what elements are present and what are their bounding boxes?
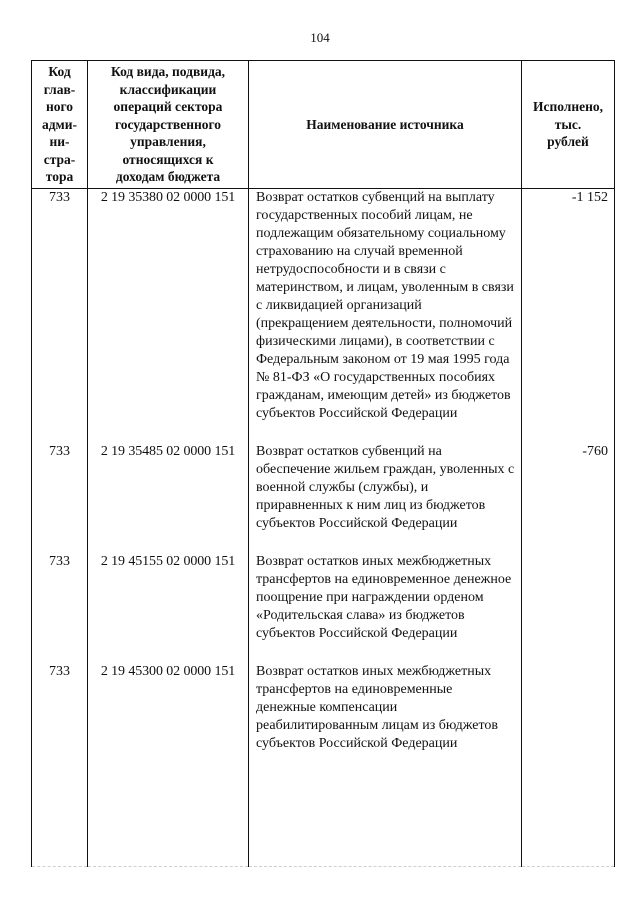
header-source-name: Наименование источника [249, 61, 522, 189]
table-end-cell [522, 865, 615, 867]
table-end-row [32, 865, 615, 867]
header-amount: Исполнено, тыс. рублей [522, 61, 615, 189]
admin-code-cell: 733 [32, 443, 88, 553]
amount-cell: -1 152 [522, 188, 615, 443]
page-number: 104 [310, 30, 330, 45]
table-end-cell [249, 865, 522, 867]
amount-cell [522, 663, 615, 865]
source-name-cell: Возврат остатков иных межбюджетных трансфертов на единовременные денежные компенсации реабилитированным лицам из бюджетов субъектов Российской Федерации [249, 663, 522, 865]
classification-code-cell: 2 19 35485 02 0000 151 [88, 443, 249, 553]
source-name-cell: Возврат остатков субвенций на выплату государственных пособий лицам, не подлежащим обязательному социальному страхованию на случай временной нетрудоспособности и в связи с материнством, и лицам, уволенным в связи с ликвидацией организаций (прекращением деятельности, полномочий физическими лицами), в соответствии с Федеральным законом от 19 мая 1995 года № 81-ФЗ «О государственных пособиях гражданам, имеющим детей» из бюджетов субъектов Российской Федерации [249, 188, 522, 443]
admin-code-cell: 733 [32, 188, 88, 443]
source-name-cell: Возврат остатков иных межбюджетных трансфертов на единовременное денежное поощрение при награждении орденом «Родительская слава» из бюджетов субъектов Российской Федерации [249, 553, 522, 663]
classification-code-cell: 2 19 45155 02 0000 151 [88, 553, 249, 663]
table-header-row [32, 61, 615, 189]
amount-cell: -760 [522, 443, 615, 553]
admin-code-cell: 733 [32, 663, 88, 865]
admin-code-cell: 733 [32, 553, 88, 663]
header-classification-code: Код вида, подвида, классификации операций сектора государственного управления, относящихся к доходам бюджета [88, 61, 249, 189]
table-end-cell [88, 865, 249, 867]
table-row [32, 443, 615, 553]
classification-code-cell: 2 19 45300 02 0000 151 [88, 663, 249, 865]
table-row [32, 188, 615, 443]
amount-cell [522, 553, 615, 663]
table-row [32, 663, 615, 865]
classification-code-cell: 2 19 35380 02 0000 151 [88, 188, 249, 443]
revenue-sources-table [31, 60, 615, 867]
source-name-cell: Возврат остатков субвенций на обеспечение жильем граждан, уволенных с военной службы (службы), и приравненных к ним лиц из бюджетов субъектов Российской Федерации [249, 443, 522, 553]
table-row [32, 553, 615, 663]
header-admin-code: Код глав- ного адми- ни- стра- тора [32, 61, 88, 189]
table-end-cell [32, 865, 88, 867]
